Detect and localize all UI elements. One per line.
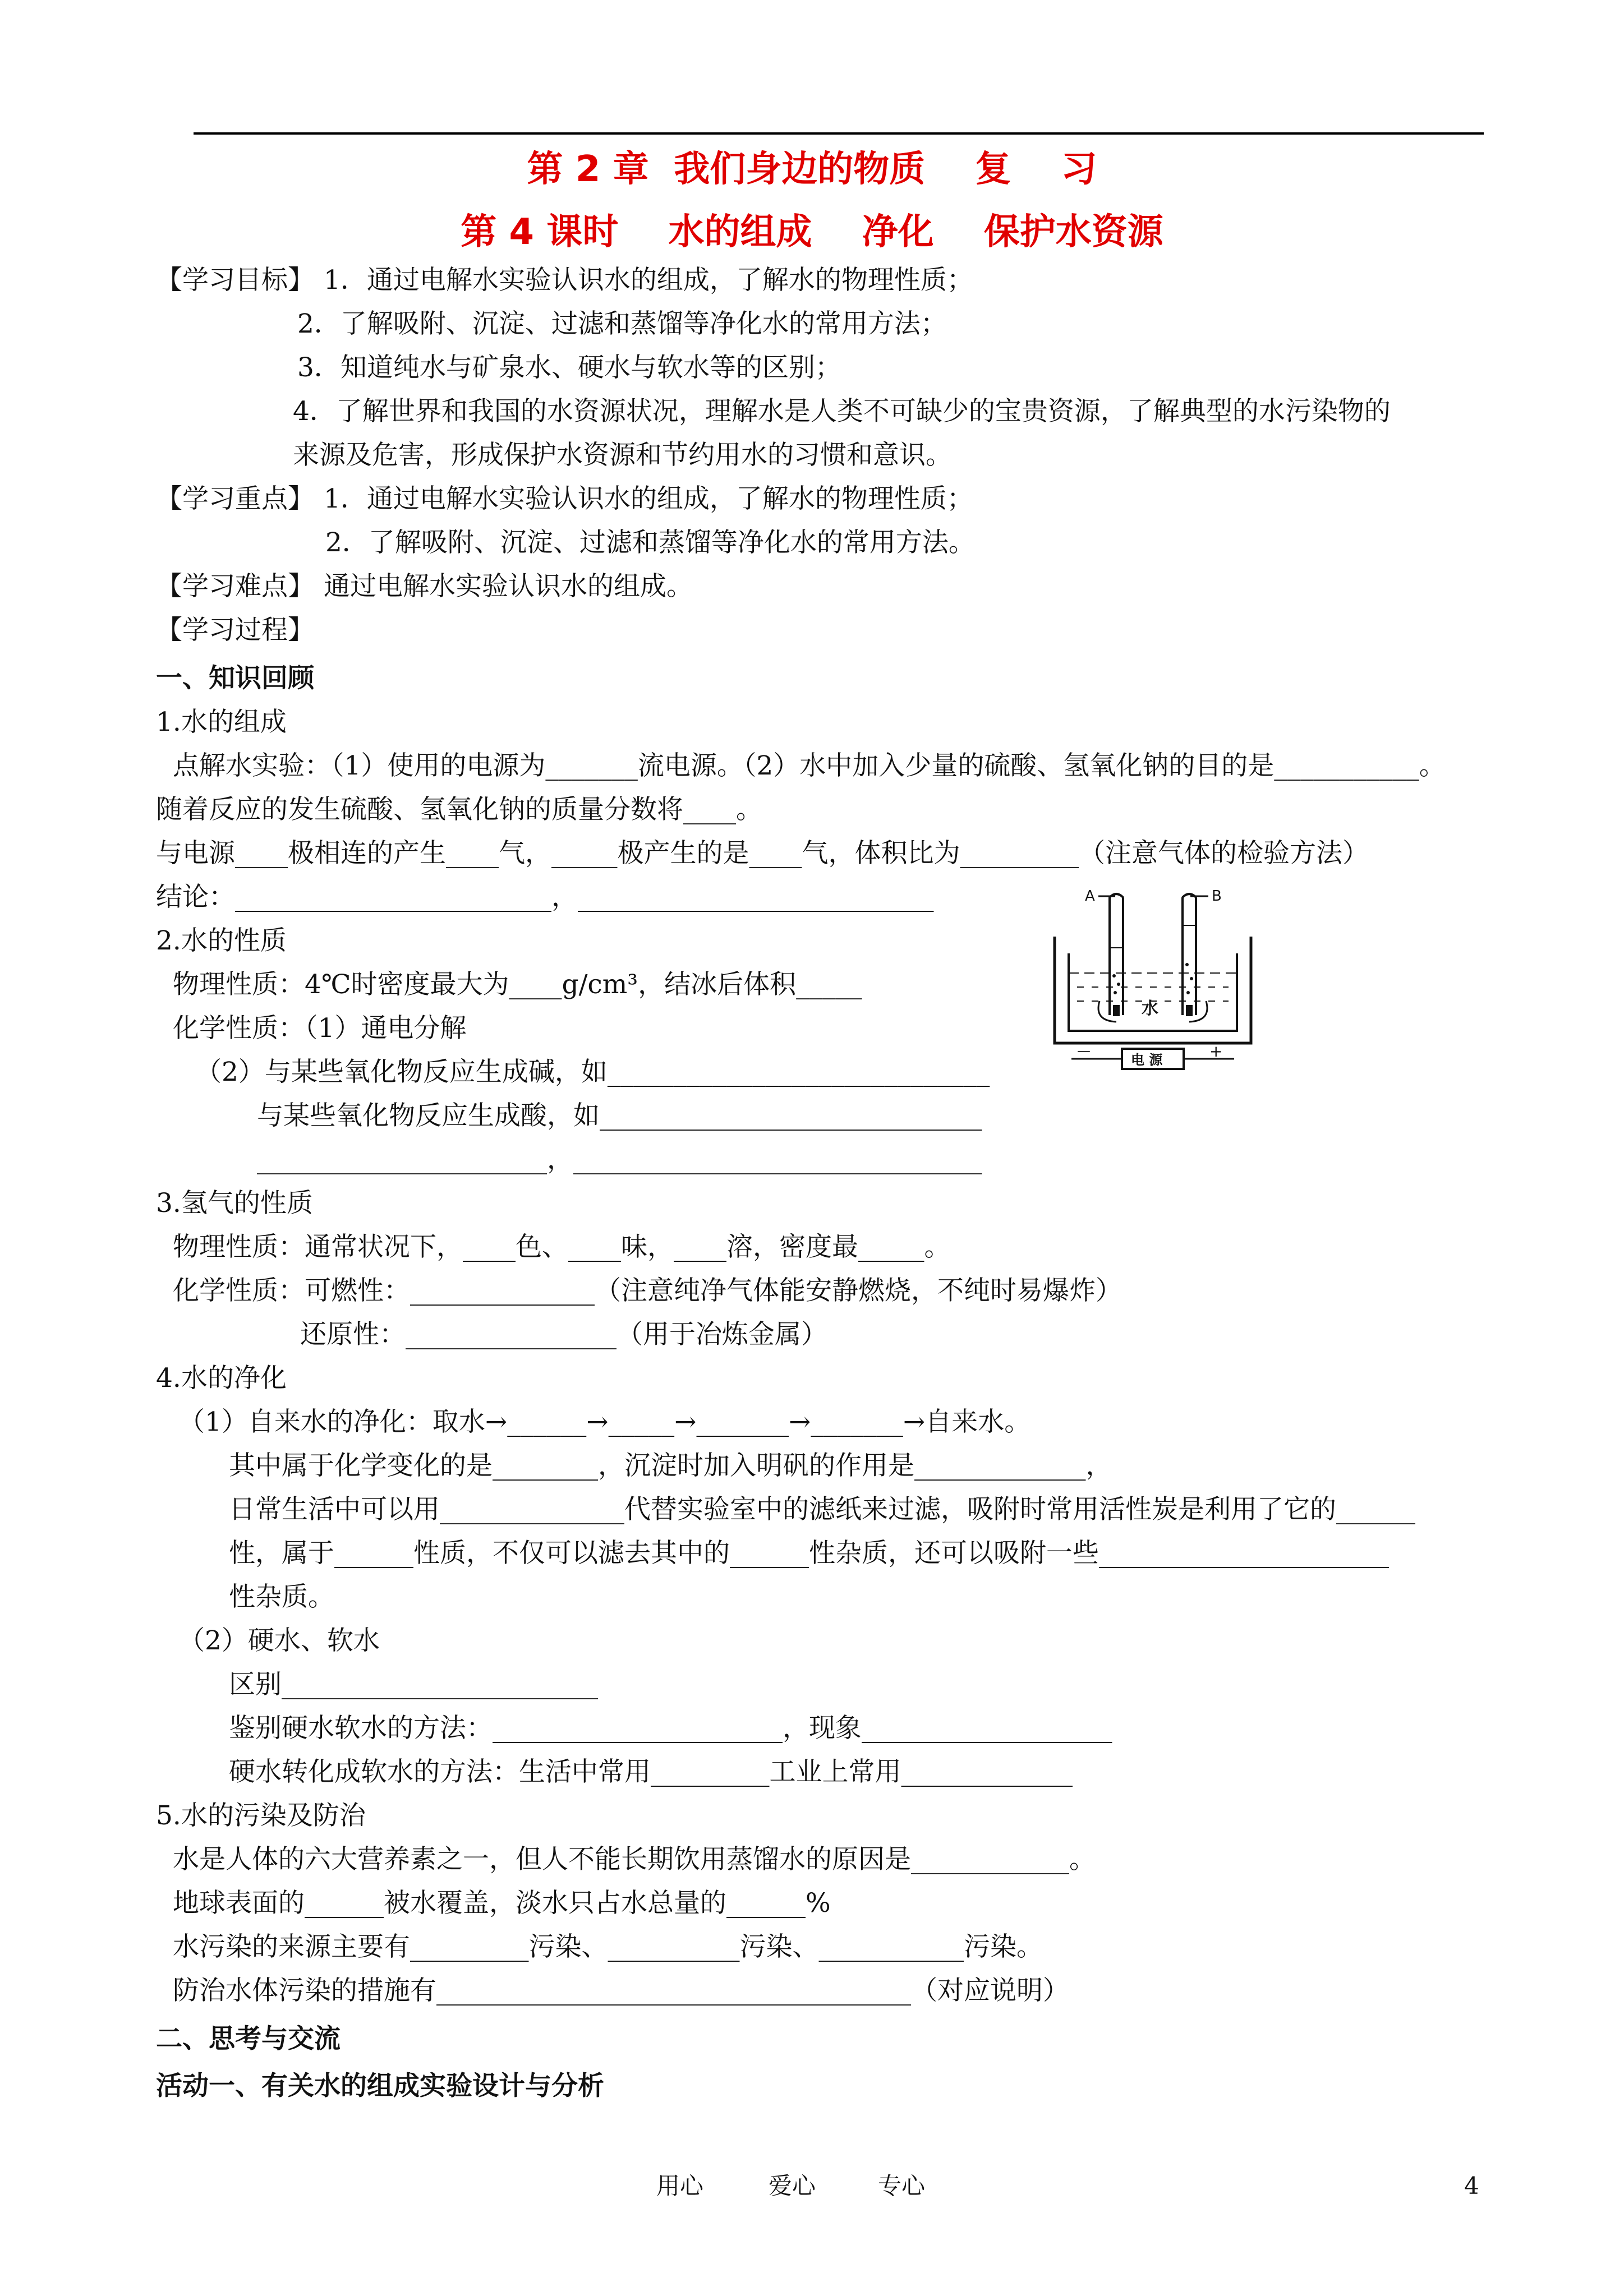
s5-line-2: 地球表面的______被水覆盖，淡水只占水总量的______% [173, 1888, 831, 1919]
process-label: 【学习过程】 [156, 615, 314, 646]
s4-line-2: 其中属于化学变化的是________，沉淀时加入明矾的作用是_____________， [229, 1450, 1112, 1481]
s5-line-3: 水污染的来源主要有_________污染、__________污染、___________污染。 [173, 1931, 1043, 1962]
electrolysis-apparatus-figure [1043, 880, 1268, 1077]
s4-line-3: 日常生活中可以用______________代替实验室中的滤纸来过滤，吸附时常用活性炭是利用了它的______ [229, 1494, 1415, 1525]
objective-2: 2．了解吸附、沉淀、过滤和蒸馏等净化水的常用方法； [297, 308, 947, 339]
page-number: 4 [1464, 2172, 1479, 2200]
section1-heading: 一、知识回顾 [156, 663, 314, 694]
s1-title: 1.水的组成 [156, 707, 287, 737]
keypoint-2: 2．了解吸附、沉淀、过滤和蒸馏等净化水的常用方法。 [325, 527, 975, 558]
objectives-label: 【学习目标】 [156, 265, 314, 296]
water-label: 水 [1142, 999, 1158, 1018]
s3-line-3: 还原性：________________（用于冶炼金属） [300, 1319, 827, 1350]
difficulty-text: 通过电解水实验认识水的组成。 [324, 571, 693, 602]
minus-sign: — [1077, 1043, 1091, 1059]
keypoint-1: 1．通过电解水实验认识水的组成，了解水的物理性质； [324, 483, 973, 514]
s2-title: 2.水的性质 [156, 925, 287, 956]
difficulty-label: 【学习难点】 [156, 571, 314, 602]
s4-line-1: （1）自来水的净化：取水→______→_____→_______→_______→自来水。 [178, 1407, 1031, 1437]
s5-title: 5.水的污染及防治 [156, 1800, 366, 1831]
s4-line-9: 硬水转化成软水的方法：生活中常用_________工业上常用_____________ [229, 1756, 1073, 1787]
s2-line-2: 化学性质：（1）通电分解 [173, 1013, 467, 1044]
section2-heading: 二、思考与交流 [156, 2023, 341, 2054]
s2-line-5: ______________________，_______________________________ [257, 1144, 982, 1175]
s3-line-1: 物理性质：通常状况下，____色、____味，____溶，密度最_____。 [173, 1232, 951, 1262]
objective-4: 4．了解世界和我国的水资源状况，理解水是人类不可缺少的宝贵资源，了解典型的水污染物的 [293, 396, 1391, 427]
s1-line-1: 点解水实验：（1）使用的电源为_______流电源。（2）水中加入少量的硫酸、氢氧化钠的目的是___________。 [173, 750, 1446, 781]
footer-motto-2: 爱心 [769, 2172, 816, 2200]
s4-line-7: 区别________________________ [229, 1669, 598, 1700]
footer-motto-3: 专心 [878, 2172, 926, 2200]
s4-line-5: 性杂质。 [229, 1582, 334, 1612]
s4-line-4: 性，属于______性质，不仅可以滤去其中的______性杂质，还可以吸附一些______________________ [229, 1538, 1389, 1569]
s5-line-4: 防治水体污染的措施有____________________________________（对应说明） [173, 1975, 1069, 2006]
s1-line-3: 与电源____极相连的产生____气，_____极产生的是____气，体积比为_________（注意气体的检验方法） [156, 838, 1369, 869]
s4-line-8: 鉴别硬水软水的方法：______________________，现象___________________ [229, 1713, 1112, 1744]
s1-line-2: 随着反应的发生硫酸、氢氧化钠的质量分数将____。 [156, 794, 762, 825]
objective-3: 3．知道纯水与矿泉水、硬水与软水等的区别； [297, 352, 841, 383]
s2-line-1: 物理性质：4℃时密度最大为____g/cm³，结冰后体积_____ [173, 969, 862, 1000]
chapter-title: 第 2 章 我们身边的物质 复 习 [527, 149, 1097, 190]
s4-title: 4.水的净化 [156, 1363, 287, 1394]
lesson-title: 第 4 课时 水的组成 净化 保护水资源 [461, 211, 1163, 253]
top-rule [194, 132, 1484, 135]
objective-1: 1．通过电解水实验认识水的组成，了解水的物理性质； [324, 265, 973, 296]
s1-line-4: 结论：________________________，___________________________ [156, 882, 934, 912]
s3-title: 3.氢气的性质 [156, 1188, 313, 1219]
label-a: A [1085, 888, 1095, 905]
s4-line-6: （2）硬水、软水 [178, 1625, 380, 1656]
activity-1-heading: 活动一、有关水的组成实验设计与分析 [156, 2071, 604, 2101]
plus-sign: + [1209, 1042, 1223, 1061]
footer-motto-1: 用心 [656, 2172, 704, 2200]
s2-line-4: 与某些氧化物反应生成酸，如_____________________________ [257, 1100, 982, 1131]
s2-line-3: （2）与某些氧化物反应生成碱，如_____________________________ [195, 1057, 990, 1087]
s3-line-2: 化学性质：可燃性：______________（注意纯净气体能安静燃烧，不纯时易爆炸） [173, 1275, 1122, 1306]
label-b: B [1212, 888, 1222, 905]
power-label: 电 源 [1131, 1052, 1163, 1068]
keypoints-label: 【学习重点】 [156, 483, 314, 514]
s5-line-1: 水是人体的六大营养素之一，但人不能长期饮用蒸馏水的原因是____________。 [173, 1844, 1096, 1875]
objective-4-cont: 来源及危害，形成保护水资源和节约用水的习惯和意识。 [293, 440, 952, 471]
